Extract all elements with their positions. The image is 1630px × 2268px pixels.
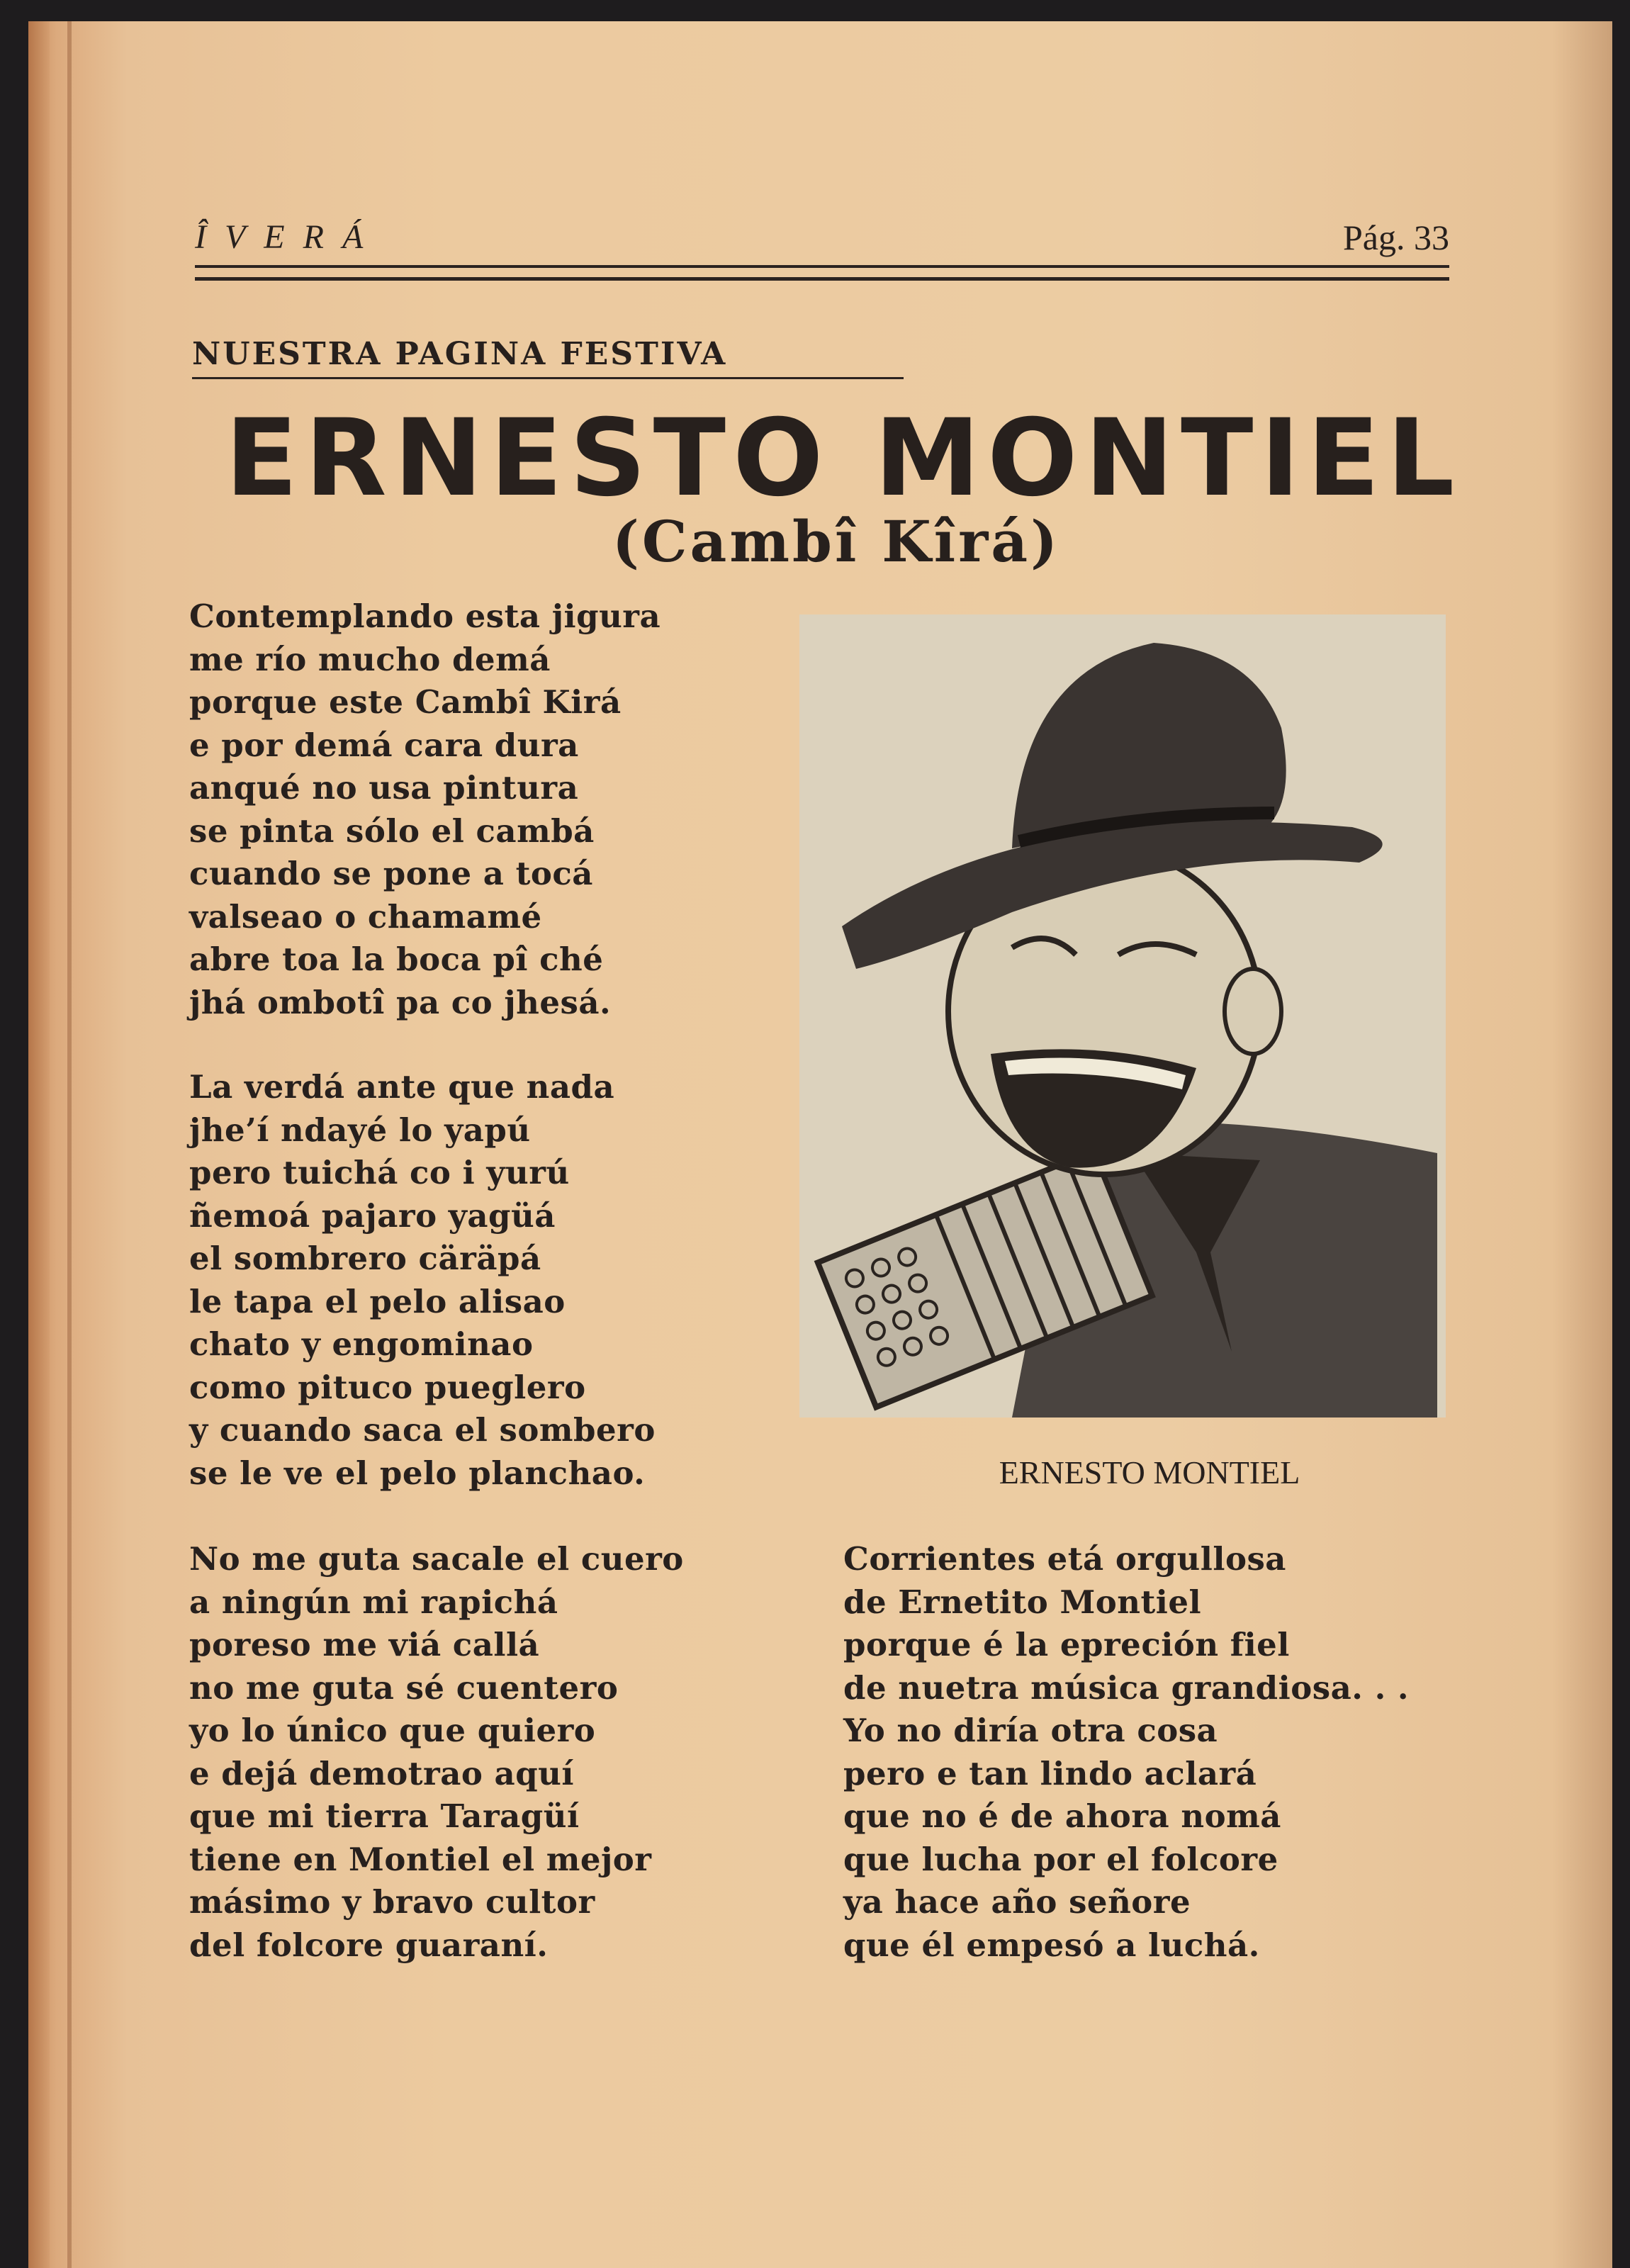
verse-line: y cuando saca el sombero	[189, 1411, 656, 1449]
verse-line: ya hace año señore	[843, 1883, 1191, 1921]
verse-line: me río mucho demá	[189, 640, 551, 678]
verse-line: de Ernetito Montiel	[843, 1583, 1202, 1621]
verse-line: jhá ombotî pa co jhesá.	[189, 983, 612, 1021]
verse-line: no me guta sé cuentero	[189, 1668, 619, 1707]
stanza-4	[843, 1538, 1409, 1967]
header-rule-top	[195, 265, 1449, 268]
verse-line: chato y engominao	[189, 1325, 534, 1363]
binding-seam	[67, 21, 72, 2268]
verse-line: e dejá demotrao aquí	[189, 1754, 574, 1792]
stanza-1	[189, 595, 661, 1024]
magazine-name: ÎVERÁ	[195, 218, 382, 256]
section-title: NUESTRA PAGINA FESTIVA	[192, 336, 728, 372]
verse-line: másimo y bravo cultor	[189, 1883, 595, 1921]
verse-line: del folcore guaraní.	[189, 1926, 549, 1964]
verse-line: Corrientes etá orgullosa	[843, 1540, 1286, 1578]
verse-line: de nuetra música grandiosa. . .	[843, 1668, 1410, 1707]
verse-line: como pituco pueglero	[189, 1368, 586, 1406]
verse-line: ñemoá pajaro yagüá	[189, 1196, 556, 1235]
verse-line: porque este Cambî Kirá	[189, 683, 622, 721]
verse-line: a ningún mi rapichá	[189, 1583, 558, 1621]
article-subtitle: (Cambî Kîrá)	[612, 508, 1060, 575]
verse-line: cuando se pone a tocá	[189, 855, 593, 892]
verse-line: pero e tan lindo aclará	[843, 1754, 1257, 1792]
binding-edge	[28, 21, 50, 2268]
verse-line: No me guta sacale el cuero	[189, 1540, 684, 1578]
stanza-2	[189, 1066, 656, 1495]
verse-line: valseao o chamamé	[189, 897, 542, 936]
verse-line: tiene en Montiel el mejor	[189, 1840, 652, 1878]
verse-line: anqué no usa pintura	[189, 769, 579, 807]
verse-line: se le ve el pelo planchao.	[189, 1454, 646, 1492]
verse-line: el sombrero cäräpá	[189, 1240, 541, 1277]
verse-line: pero tuichá co i yurú	[189, 1154, 570, 1191]
header-rule-bottom	[195, 277, 1449, 281]
article-title: ERNESTO MONTIEL	[225, 397, 1462, 520]
verse-line: que lucha por el folcore	[843, 1840, 1278, 1878]
verse-line: Yo no diría otra cosa	[843, 1712, 1218, 1749]
verse-line: Contemplando esta jigura	[189, 597, 661, 635]
verse-line: e por demá cara dura	[189, 726, 579, 764]
verse-line: que mi tierra Taragüí	[189, 1797, 580, 1835]
verse-line: porque é la epreción fiel	[843, 1626, 1290, 1663]
verse-line: jhe’í ndayé lo yapú	[189, 1111, 531, 1149]
verse-line: que no é de ahora nomá	[843, 1797, 1281, 1835]
illustration-caption: ERNESTO MONTIEL	[999, 1454, 1300, 1491]
verse-line: que él empesó a luchá.	[843, 1926, 1260, 1964]
verse-line: abre toa la boca pî ché	[189, 941, 604, 978]
verse-line: yo lo único que quiero	[189, 1712, 596, 1749]
section-underline	[192, 377, 904, 379]
verse-line: poreso me viá callá	[189, 1626, 540, 1663]
page-number: Pág. 33	[1343, 218, 1449, 257]
verse-line: le tapa el pelo alisao	[189, 1282, 566, 1320]
verse-line: se pinta sólo el cambá	[189, 812, 595, 850]
stanza-3	[189, 1538, 684, 1967]
caricature-illustration	[799, 614, 1446, 1418]
verse-line: La verdá ante que nada	[189, 1068, 615, 1106]
